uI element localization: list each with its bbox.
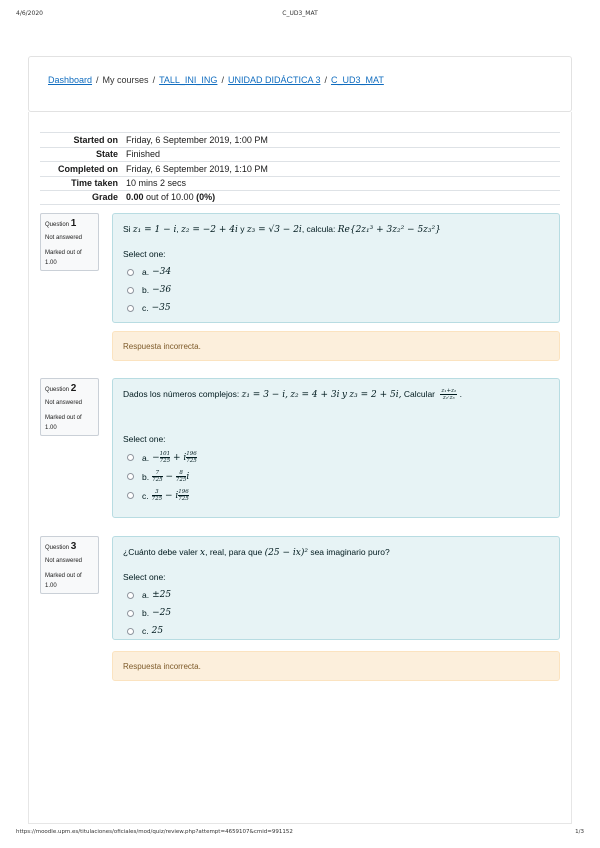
answer-option[interactable] xyxy=(123,299,549,317)
option-sign: − xyxy=(152,453,160,463)
option-value xyxy=(152,451,197,464)
select-one-label: Select one: xyxy=(123,572,166,582)
option-label: c. xyxy=(142,303,149,313)
question-info-3 xyxy=(40,536,99,594)
option-label: b. xyxy=(142,608,150,618)
radio-button[interactable] xyxy=(127,628,134,635)
grade-score: 0.00 xyxy=(126,192,144,203)
radio-button[interactable] xyxy=(127,610,134,617)
breadcrumb-separator: / xyxy=(96,75,99,85)
print-date: 4/6/2020 xyxy=(16,10,43,17)
grade-out-of: out of 10.00 xyxy=(143,192,197,203)
option-operator: − i xyxy=(165,491,179,501)
math-z2: z₂ = 4 + 3i xyxy=(290,390,340,400)
answer-option[interactable] xyxy=(123,281,549,299)
math-fraction xyxy=(152,489,163,502)
answer-option[interactable] xyxy=(123,448,549,467)
question-content-1 xyxy=(112,213,560,323)
question-state: Not answered xyxy=(45,558,83,564)
math-fraction xyxy=(152,470,163,483)
option-value: −36 xyxy=(152,285,172,295)
fraction-denominator: 725 xyxy=(159,458,171,464)
question-prefix: Question xyxy=(45,222,71,228)
question-text-part: , real, para que xyxy=(205,547,265,557)
summary-value: Friday, 6 September 2019, 1:10 PM xyxy=(126,163,268,174)
math-fraction xyxy=(175,470,190,483)
summary-label: Time taken xyxy=(71,178,118,189)
question-state: Not answered xyxy=(45,400,83,406)
question-info-2 xyxy=(40,378,99,436)
math-expression: (25 − ix)² xyxy=(264,548,308,558)
breadcrumb-separator: / xyxy=(324,75,327,85)
math-z1: z₁ = 1 − i xyxy=(132,225,177,235)
math-variable: x xyxy=(200,548,206,558)
fraction-denominator: 725 xyxy=(178,496,189,502)
question-text-part: sea imaginario puro? xyxy=(307,547,390,557)
print-header xyxy=(16,10,584,20)
math-z2: z₂ = −2 + 4i xyxy=(181,225,238,235)
option-label: c. xyxy=(142,626,149,636)
summary-row xyxy=(40,132,560,147)
answer-option[interactable] xyxy=(123,486,549,505)
print-url: https://moodle.upm.es/titulaciones/oficiales/mod/quiz/review.php?attempt=4659107&cmid=991152 xyxy=(16,829,293,835)
question-marks: Marked out of 1.00 xyxy=(45,250,82,266)
print-page-number: 1/3 xyxy=(575,829,584,835)
fraction-numerator: 7 xyxy=(152,470,163,477)
option-value: 25 xyxy=(151,626,164,636)
question-text-part: , calcula: xyxy=(301,224,338,234)
answer-option[interactable] xyxy=(123,586,549,604)
breadcrumb-quiz[interactable]: C_UD3_MAT xyxy=(330,75,384,85)
attempt-summary-table xyxy=(40,132,560,205)
question-marks: Marked out of 1.00 xyxy=(45,573,82,589)
select-one-label: Select one: xyxy=(123,434,166,444)
option-label: b. xyxy=(142,471,150,482)
question-feedback-1: Respuesta incorrecta. xyxy=(112,331,560,361)
summary-value: Finished xyxy=(126,149,161,160)
answer-option[interactable] xyxy=(123,604,549,622)
math-fraction xyxy=(160,451,171,464)
radio-button[interactable] xyxy=(127,473,134,480)
fraction-numerator: 196 xyxy=(186,451,197,457)
breadcrumb xyxy=(48,75,384,85)
breadcrumb-my-courses: My courses xyxy=(102,75,149,85)
math-fraction xyxy=(440,388,457,401)
option-value: −34 xyxy=(152,267,172,277)
fraction-denominator: 725 xyxy=(152,477,163,483)
summary-row xyxy=(40,161,560,176)
math-expression: Re{2z₁³ + 3z₂² − 5z₃²} xyxy=(337,225,441,235)
summary-row-grade xyxy=(40,190,560,205)
option-label: a. xyxy=(142,590,150,600)
option-label: c. xyxy=(142,490,149,501)
fraction-numerator: 8 xyxy=(176,470,187,477)
select-one-label: Select one: xyxy=(123,249,166,259)
question-prefix: Question xyxy=(45,387,71,393)
radio-button[interactable] xyxy=(127,269,134,276)
option-value xyxy=(152,470,189,483)
radio-button[interactable] xyxy=(127,592,134,599)
print-title: C_UD3_MAT xyxy=(282,10,318,17)
breadcrumb-separator: / xyxy=(221,75,224,85)
question-number xyxy=(45,383,94,394)
answer-option[interactable] xyxy=(123,467,549,486)
math-z3: z₃ = 2 + 5i, xyxy=(349,390,402,400)
breadcrumb-dashboard[interactable]: Dashboard xyxy=(48,75,93,85)
option-suffix: i xyxy=(186,472,190,482)
question-text-part: Dados los números complejos: xyxy=(123,389,242,399)
answer-option[interactable] xyxy=(123,263,549,281)
fraction-numerator: 196 xyxy=(178,489,189,495)
question-prefix: Question xyxy=(45,545,71,551)
question-text: Dados los números complejos: z₁ = 3 − i, z₂ = 4 + 3i y z₃ = 2 + 5i, Calcular $\frac{\text{z₁+z₂}}{\text{z₂·z₃}}$ . xyxy=(123,388,462,402)
fraction-denominator: 725 xyxy=(175,477,187,483)
option-label: a. xyxy=(142,452,150,463)
summary-label: Completed on xyxy=(58,163,118,174)
summary-value: Friday, 6 September 2019, 1:00 PM xyxy=(126,134,268,145)
question-text-part: Calcular xyxy=(403,389,436,399)
fraction-numerator: z₁+z₂ xyxy=(441,388,457,395)
question-content-2 xyxy=(112,378,560,518)
option-label: a. xyxy=(142,267,150,277)
option-value: ±25 xyxy=(152,590,172,600)
option-value xyxy=(152,489,189,502)
option-value: −25 xyxy=(152,608,172,618)
option-operator: + i xyxy=(173,453,187,463)
print-footer xyxy=(16,829,584,839)
question-number xyxy=(45,541,94,552)
question-text: Si z₁ = 1 − i, z₂ = −2 + 4i y z₃ = √3 − 2i, calcula: Re{2z₁³ + 3z₂² − 5z₃²} xyxy=(123,224,441,235)
radio-button[interactable] xyxy=(127,305,134,312)
option-value: −35 xyxy=(151,303,171,313)
question-number-value: 1 xyxy=(70,218,77,229)
math-fraction xyxy=(178,489,189,502)
question-content-3 xyxy=(112,536,560,640)
summary-row xyxy=(40,176,560,191)
grade-percent: (0%) xyxy=(196,192,216,203)
fraction-denominator: 725 xyxy=(186,458,197,464)
question-number xyxy=(45,218,94,229)
math-y: y xyxy=(341,390,347,400)
question-info-1 xyxy=(40,213,99,271)
summary-value: 10 mins 2 secs xyxy=(126,178,187,189)
summary-label: Started on xyxy=(73,134,118,145)
summary-label: Grade xyxy=(91,192,118,203)
question-text xyxy=(123,545,549,560)
option-operator: − xyxy=(165,472,174,482)
math-z3: z₃ = √3 − 2i xyxy=(246,225,302,235)
breadcrumb-course[interactable]: TALL_INI_ING xyxy=(159,75,218,85)
summary-label: State xyxy=(95,149,118,160)
question-marks: Marked out of 1.00 xyxy=(45,415,82,431)
radio-button[interactable] xyxy=(127,454,134,461)
breadcrumb-separator: / xyxy=(152,75,156,85)
fraction-numerator: 3 xyxy=(152,489,163,496)
question-text-part: ¿Cuánto debe valer xyxy=(123,547,201,557)
question-number-value: 3 xyxy=(70,541,77,552)
option-label: b. xyxy=(142,285,150,295)
radio-button[interactable] xyxy=(127,492,134,499)
question-feedback-3: Respuesta incorrecta. xyxy=(112,651,560,681)
summary-row xyxy=(40,147,560,162)
fraction-numerator: 101 xyxy=(159,451,171,457)
grade-value xyxy=(126,192,560,202)
fraction-denominator: z₂·z₃ xyxy=(442,395,455,402)
math-z1: z₁ = 3 − i, xyxy=(241,390,288,400)
fraction-denominator: 725 xyxy=(151,496,163,502)
question-state: Not answered xyxy=(45,235,83,241)
radio-button[interactable] xyxy=(127,287,134,294)
question-text-part: y xyxy=(237,224,247,234)
answer-option[interactable] xyxy=(123,622,549,640)
question-number-value: 2 xyxy=(70,383,77,394)
question-text-part: Si xyxy=(123,224,133,234)
math-fraction xyxy=(186,451,197,464)
breadcrumb-unit[interactable]: UNIDAD DIDÁCTICA 3 xyxy=(227,75,321,85)
